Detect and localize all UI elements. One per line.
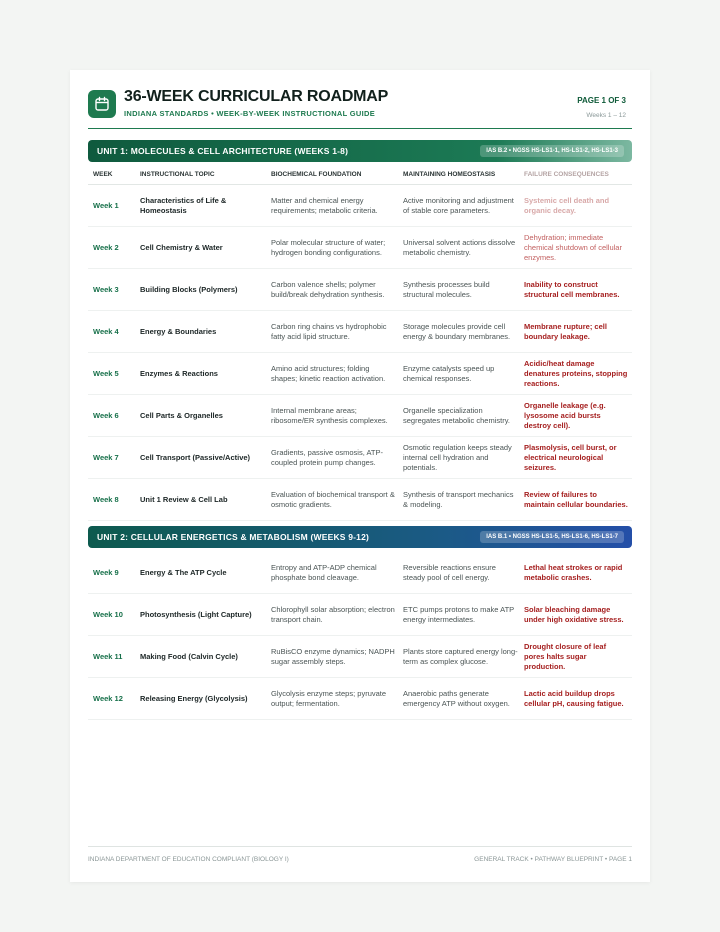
table-row — [88, 594, 632, 636]
homeo-cell: Enzyme catalysts speed up chemical responses. — [403, 363, 495, 383]
table-row — [88, 185, 632, 227]
unit-standards-badge: IAS B.1 • NGSS HS-LS1-5, HS-LS1-6, HS-LS1-7 — [480, 531, 624, 543]
topic-cell: Making Food (Calvin Cycle) — [140, 651, 238, 661]
topic-cell: Characteristics of Life & Homeostasis — [140, 195, 227, 215]
page-title: 36-WEEK CURRICULAR ROADMAP — [124, 88, 389, 105]
week-cell: Week 2 — [93, 242, 119, 252]
table-row — [88, 269, 632, 311]
unit-standards-badge: IAS B.2 • NGSS HS-LS1-1, HS-LS1-2, HS-LS1-3 — [480, 145, 624, 157]
col-week: WEEK — [93, 171, 113, 178]
weeks-range: Weeks 1 – 12 — [586, 112, 626, 119]
homeo-cell: Synthesis of transport mechanics & modeling. — [403, 489, 514, 509]
topic-cell: Energy & The ATP Cycle — [140, 567, 227, 577]
topic-cell: Cell Parts & Organelles — [140, 410, 223, 420]
topic-cell: Releasing Energy (Glycolysis) — [140, 693, 248, 703]
bio-cell: Matter and chemical energy requirements; metabolic criteria. — [271, 195, 378, 215]
topic-cell: Cell Chemistry & Water — [140, 242, 223, 252]
fail-cell: Review of failures to maintain cellular boundaries. — [524, 489, 628, 509]
page-header — [88, 88, 632, 130]
footer-pathway: GENERAL TRACK • PATHWAY BLUEPRINT • PAGE 1 — [474, 856, 632, 863]
unit-1-banner — [88, 140, 632, 162]
bio-cell: Carbon valence shells; polymer build/break dehydration synthesis. — [271, 279, 385, 299]
table-row — [88, 636, 632, 678]
homeo-cell: Plants store captured energy long-term as complex glucose. — [403, 646, 518, 666]
bio-cell: Amino acid structures; folding shapes; kinetic reaction activation. — [271, 363, 386, 383]
topic-cell: Cell Transport (Passive/Active) — [140, 452, 251, 462]
col-bio: BIOCHEMICAL FOUNDATION — [271, 171, 362, 178]
page-subtitle: INDIANA STANDARDS • WEEK-BY-WEEK INSTRUCTIONAL GUIDE — [124, 109, 376, 118]
week-cell: Week 10 — [93, 609, 123, 619]
homeo-cell: Reversible reactions ensure steady pool of cell energy. — [403, 562, 496, 582]
topic-cell: Photosynthesis (Light Capture) — [140, 609, 252, 619]
unit-2-table — [88, 552, 632, 720]
table-row — [88, 479, 632, 521]
bio-cell: Internal membrane areas; ribosome/ER synthesis complexes. — [271, 405, 388, 425]
unit-2-banner — [88, 526, 632, 548]
roadmap-page — [70, 70, 650, 882]
week-cell: Week 7 — [93, 452, 119, 462]
table-row — [88, 678, 632, 720]
fail-cell: Acidic/heat damage denatures proteins, stopping reactions. — [524, 358, 628, 388]
header-divider — [88, 128, 632, 129]
homeo-cell: ETC pumps protons to make ATP energy intermediates. — [403, 604, 515, 624]
fail-cell: Lactic acid buildup drops cellular pH, causing fatigue. — [524, 688, 624, 708]
unit-title: UNIT 1: MOLECULES & CELL ARCHITECTURE (WEEKS 1-8) — [97, 146, 349, 156]
week-cell: Week 5 — [93, 368, 119, 378]
week-cell: Week 8 — [93, 494, 119, 504]
bio-cell: Carbon ring chains vs hydrophobic fatty acid lipid structure. — [271, 321, 387, 341]
homeo-cell: Universal solvent actions dissolve metabolic chemistry. — [403, 237, 516, 257]
fail-cell: Organelle leakage (e.g. lysosome acid bursts destroy cell). — [524, 400, 606, 430]
week-cell: Week 9 — [93, 567, 119, 577]
fail-cell: Drought closure of leaf pores halts sugar production. — [524, 641, 607, 671]
topic-cell: Enzymes & Reactions — [140, 368, 218, 378]
unit-1-table — [88, 185, 632, 521]
week-cell: Week 11 — [93, 651, 123, 661]
bio-cell: Chlorophyll solar absorption; electron transport chain. — [271, 604, 395, 624]
table-row — [88, 227, 632, 269]
page-number: PAGE 1 OF 3 — [577, 96, 626, 105]
unit-title: UNIT 2: CELLULAR ENERGETICS & METABOLISM (WEEKS 9-12) — [97, 532, 370, 542]
fail-cell: Systemic cell death and organic decay. — [524, 195, 610, 215]
bio-cell: RuBisCO enzyme dynamics; NADPH sugar assembly steps. — [271, 646, 395, 666]
week-cell: Week 3 — [93, 284, 119, 294]
table-row — [88, 437, 632, 479]
bio-cell: Polar molecular structure of water; hydrogen bonding configurations. — [271, 237, 386, 257]
fail-cell: Dehydration; immediate chemical shutdown of cellular enzymes. — [524, 232, 622, 262]
homeo-cell: Storage molecules provide cell energy & boundary membranes. — [403, 321, 511, 341]
col-fail: FAILURE CONSEQUENCES — [524, 171, 609, 178]
fail-cell: Lethal heat strokes or rapid metabolic crashes. — [524, 562, 623, 582]
topic-cell: Energy & Boundaries — [140, 326, 217, 336]
fail-cell: Inability to construct structural cell membranes. — [524, 279, 620, 299]
calendar-icon — [88, 90, 116, 118]
table-header — [88, 166, 632, 185]
bio-cell: Gradients, passive osmosis, ATP-coupled protein pump changes. — [271, 447, 383, 467]
col-topic: INSTRUCTIONAL TOPIC — [140, 171, 215, 178]
week-cell: Week 6 — [93, 410, 119, 420]
footer-compliance: INDIANA DEPARTMENT OF EDUCATION COMPLIANT (BIOLOGY I) — [88, 856, 289, 863]
fail-cell: Membrane rupture; cell boundary leakage. — [524, 321, 607, 341]
homeo-cell: Anaerobic paths generate emergency ATP without oxygen. — [403, 688, 510, 708]
homeo-cell: Osmotic regulation keeps steady internal cell hydration and potentials. — [403, 442, 512, 472]
bio-cell: Entropy and ATP-ADP chemical phosphate bond cleavage. — [271, 562, 377, 582]
topic-cell: Building Blocks (Polymers) — [140, 284, 238, 294]
footer-divider — [88, 846, 632, 847]
col-homeo: MAINTAINING HOMEOSTASIS — [403, 171, 496, 178]
homeo-cell: Organelle specialization segregates metabolic chemistry. — [403, 405, 510, 425]
week-cell: Week 1 — [93, 200, 119, 210]
table-row — [88, 395, 632, 437]
table-row — [88, 353, 632, 395]
fail-cell: Plasmolysis, cell burst, or electrical neurological seizures. — [524, 442, 617, 472]
week-cell: Week 4 — [93, 326, 119, 336]
week-cell: Week 12 — [93, 693, 123, 703]
homeo-cell: Active monitoring and adjustment of stable core parameters. — [403, 195, 514, 215]
topic-cell: Unit 1 Review & Cell Lab — [140, 494, 228, 504]
bio-cell: Glycolysis enzyme steps; pyruvate output; fermentation. — [271, 688, 387, 708]
homeo-cell: Synthesis processes build structural molecules. — [403, 279, 490, 299]
fail-cell: Solar bleaching damage under high oxidative stress. — [524, 604, 624, 624]
table-row — [88, 311, 632, 353]
bio-cell: Evaluation of biochemical transport & osmotic gradients. — [271, 489, 395, 509]
table-row — [88, 552, 632, 594]
